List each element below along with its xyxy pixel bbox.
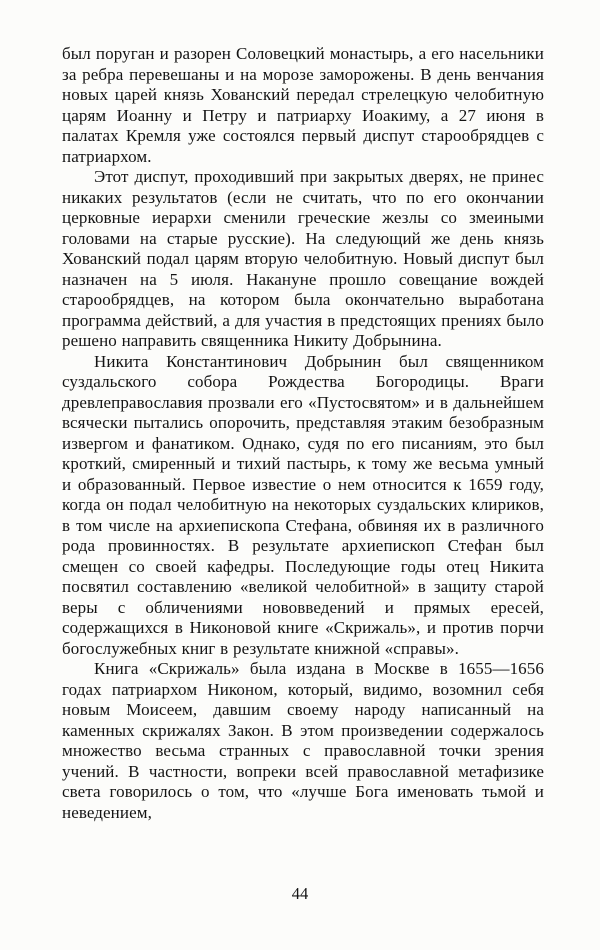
paragraph: Книга «Скрижаль» была издана в Москве в 1655—1656 годах патриархом Никоном, который, видимо, возомнил себя новым Моисеем, давшим своему народу написанный на каменных скрижалях Закон. В этом произведении содержалось множество весьма странных с православной точки зрения учений. В частности, вопреки всей православной метафизике света говорилось о том, что «лучше Бога именовать тьмой и неведением, [62, 659, 544, 822]
page-number: 44 [291, 884, 309, 903]
text-block [62, 44, 544, 823]
paragraph-continuation: был поруган и разорен Соловецкий монастырь, а его насельники за ребра перевешаны и на морозе заморожены. В день венчания новых царей князь Хованский передал стрелецкую челобитную царям Иоанну и Петру и патриарху Иоакиму, а 27 июня в палатах Кремля уже состоялся первый диспут старообрядцев с патриархом. [62, 44, 544, 166]
paragraph: Этот диспут, проходивший при закрытых дверях, не принес никаких результатов (если не считать, что по его окончании церковные иерархи сменили греческие жезлы со змеиными головами на старые русские). На следующий же день князь Хованский подал царям вторую челобитную. Новый диспут был назначен на 5 июля. Накануне прошло совещание вождей старообрядцев, на котором была окончательно выработана программа действий, а для участия в предстоящих прениях было решено направить священника Никиту Добрынина. [62, 167, 544, 350]
paragraph: Никита Константинович Добрынин был священником суздальского собора Рождества Богородицы. Враги древлеправославия прозвали его «Пустосвятом» и в дальнейшем всячески пытались опорочить, представляя этаким безобразным извергом и фанатиком. Однако, судя по его писаниям, это был кроткий, смиренный и тихий пастырь, к тому же весьма умный и образованный. Первое известие о нем относится к 1659 году, когда он подал челобитную на некоторых суздальских клириков, в том числе на архиепископа Стефана, обвиняя их в различного рода провинностях. В результате архиепископ Стефан был смещен со своей кафедры. Последующие годы отец Никита посвятил составлению «великой челобитной» в защиту старой веры с обличениями нововведений и прямых ересей, содержащихся в Никоновой книге «Скрижаль», и против порчи богослужебных книг в результате книжной «справы». [62, 351, 544, 658]
